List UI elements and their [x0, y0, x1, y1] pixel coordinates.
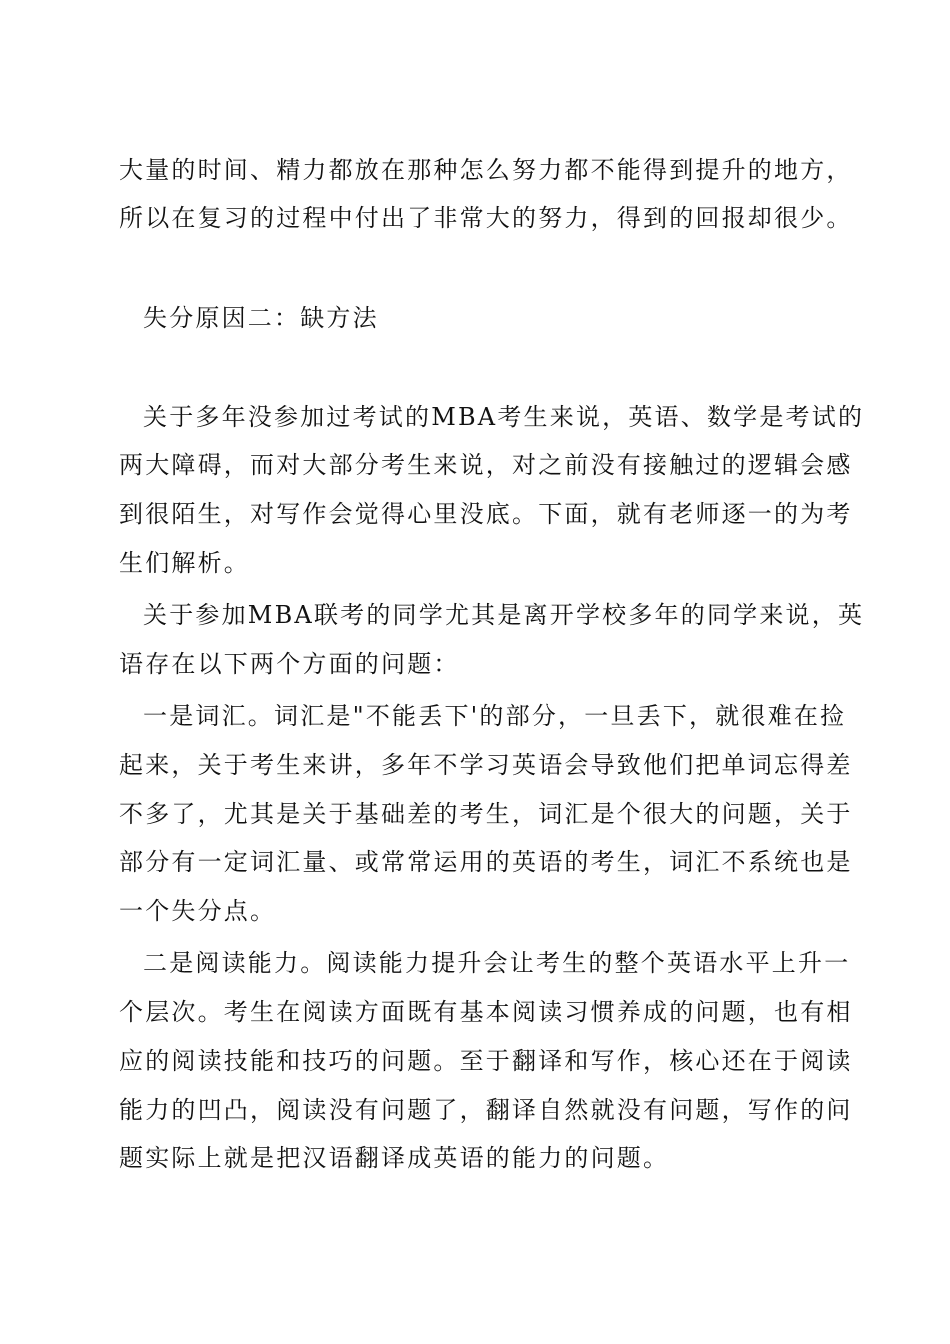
paragraph-4-line-5: 一个失分点。	[119, 897, 277, 925]
paragraph-5-line-2: 个层次。考生在阅读方面既有基本阅读习惯养成的问题，也有相	[119, 998, 853, 1026]
paragraph-5-line-5: 题实际上就是把汉语翻译成英语的能力的问题。	[119, 1144, 670, 1172]
paragraph-5-line-3: 应的阅读技能和技巧的问题。至于翻译和写作，核心还在于阅读	[119, 1047, 853, 1075]
paragraph-2-line-2: 两大障碍，而对大部分考生来说，对之前没有接触过的逻辑会感	[119, 451, 853, 479]
paragraph-4-line-4: 部分有一定词汇量、或常常运用的英语的考生，词汇不系统也是	[119, 848, 853, 876]
paragraph-1-line-1: 大量的时间、精力都放在那种怎么努力都不能得到提升的地方，	[119, 156, 853, 184]
paragraph-4-line-1: 一是词汇。词汇是"不能丢下'的部分，一旦丢下，就很难在捡	[143, 702, 847, 730]
paragraph-2-line-1: 关于多年没参加过考试的MBA考生来说，英语、数学是考试的	[143, 403, 865, 431]
paragraph-3-line-1: 关于参加MBA联考的同学尤其是离开学校多年的同学来说，英	[143, 601, 865, 629]
paragraph-4-line-2: 起来，关于考生来讲，多年不学习英语会导致他们把单词忘得差	[119, 751, 853, 779]
paragraph-5-line-1: 二是阅读能力。阅读能力提升会让考生的整个英语水平上升一	[143, 949, 851, 977]
paragraph-4-line-3: 不多了，尤其是关于基础差的考生，词汇是个很大的问题，关于	[119, 800, 853, 828]
paragraph-3-line-2: 语存在以下两个方面的问题：	[119, 650, 460, 678]
paragraph-5-line-4: 能力的凹凸，阅读没有问题了，翻译自然就没有问题，写作的问	[119, 1096, 853, 1124]
paragraph-2-line-4: 生们解析。	[119, 549, 250, 577]
paragraph-2-line-3: 到很陌生，对写作会觉得心里没底。下面，就有老师逐一的为考	[119, 500, 853, 528]
section-heading: 失分原因二：缺方法	[143, 304, 379, 332]
paragraph-1-line-2: 所以在复习的过程中付出了非常大的努力，得到的回报却很少。	[119, 204, 853, 232]
